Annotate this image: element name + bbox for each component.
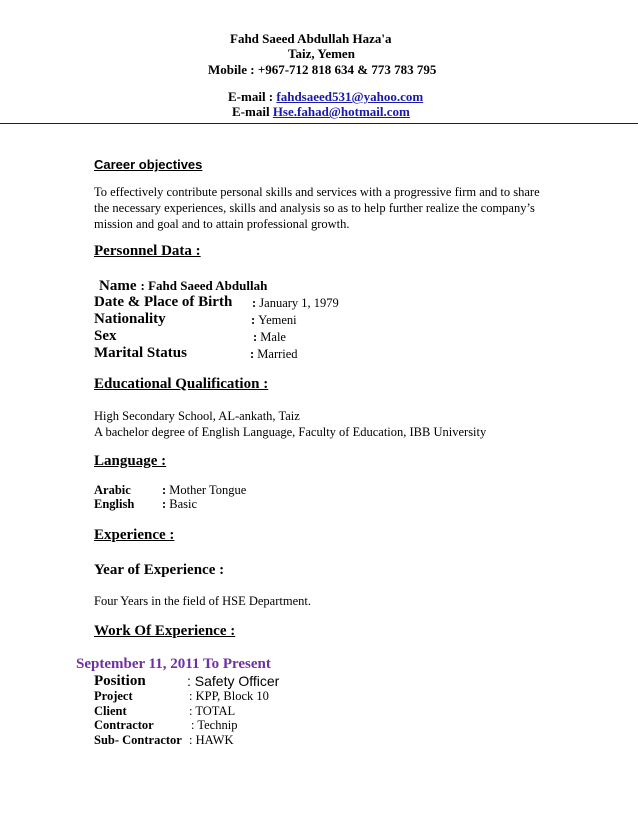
sex-label: Sex: [94, 328, 117, 344]
career-heading: Career objectives: [94, 157, 203, 172]
marital-label: Marital Status: [94, 345, 187, 361]
personal-heading: Personnel Data :: [94, 243, 201, 259]
language-arabic-value-wrap: : Mother Tongue: [162, 483, 247, 497]
client-label: Client: [94, 704, 127, 718]
dob-value-wrap: : January 1, 1979: [252, 296, 339, 310]
marital-value-wrap: : Married: [250, 347, 298, 361]
resume-mobile: Mobile : +967-712 818 634 & 773 783 795: [208, 62, 437, 77]
nationality-value: Yemeni: [258, 313, 297, 327]
career-line-1: To effectively contribute personal skills and services with a progressive firm and to share: [94, 185, 540, 199]
sex-value-wrap: : Male: [253, 330, 286, 344]
work-experience-heading: Work Of Experience :: [94, 623, 236, 639]
dob-value: January 1, 1979: [259, 296, 339, 310]
position-value: : Safety Officer: [187, 673, 280, 689]
client-value: : TOTAL: [189, 704, 236, 718]
email-link-1[interactable]: fahdsaeed531@yahoo.com: [276, 89, 424, 104]
nationality-label: Nationality: [94, 311, 166, 327]
sex-value: Male: [260, 330, 286, 344]
email-label-2: E-mail: [232, 104, 273, 119]
contractor-label: Contractor: [94, 718, 154, 732]
sub-contractor-label: Sub- Contractor: [94, 733, 182, 747]
job-period: September 11, 2011 To Present: [76, 656, 271, 672]
name-label: Name: [99, 278, 137, 294]
resume-city: Taiz, Yemen: [288, 46, 355, 61]
contractor-value: : Technip: [191, 718, 238, 732]
header-divider: [0, 123, 638, 124]
position-label: Position: [94, 673, 146, 689]
career-line-2: the necessary experiences, skills and analysis so as to help further realize the company’s: [94, 201, 535, 215]
education-line-2: A bachelor degree of English Language, Faculty of Education, IBB University: [94, 425, 487, 439]
career-line-3: mission and goal and to attain professional growth.: [94, 217, 350, 231]
language-arabic-label: Arabic: [94, 483, 131, 497]
language-arabic-value: Mother Tongue: [169, 483, 247, 497]
email-label-1: E-mail :: [228, 89, 277, 104]
language-heading: Language :: [94, 453, 167, 469]
year-experience-heading: Year of Experience :: [94, 562, 225, 578]
language-english-label: English: [94, 497, 135, 511]
marital-value: Married: [257, 347, 298, 361]
project-label: Project: [94, 689, 133, 703]
name-row: [99, 277, 267, 295]
year-experience-text: Four Years in the field of HSE Department.: [94, 594, 311, 608]
email-link-2[interactable]: Hse.fahad@hotmail.com: [272, 104, 410, 119]
name-value: : Fahd Saeed Abdullah: [140, 278, 268, 293]
language-english-value: Basic: [169, 497, 198, 511]
education-line-1: High Secondary School, AL-ankath, Taiz: [94, 409, 300, 423]
experience-heading: Experience :: [94, 527, 175, 543]
sub-contractor-value: : HAWK: [189, 733, 234, 747]
project-value: : KPP, Block 10: [189, 689, 269, 703]
dob-label: Date & Place of Birth: [94, 294, 233, 310]
resume-name: Fahd Saeed Abdullah Haza'a: [230, 31, 392, 46]
education-heading: Educational Qualification :: [94, 376, 269, 392]
email-line-2: [232, 104, 410, 120]
email-line-1: [228, 89, 423, 105]
nationality-value-wrap: : Yemeni: [251, 313, 297, 327]
language-english-value-wrap: : Basic: [162, 497, 198, 511]
